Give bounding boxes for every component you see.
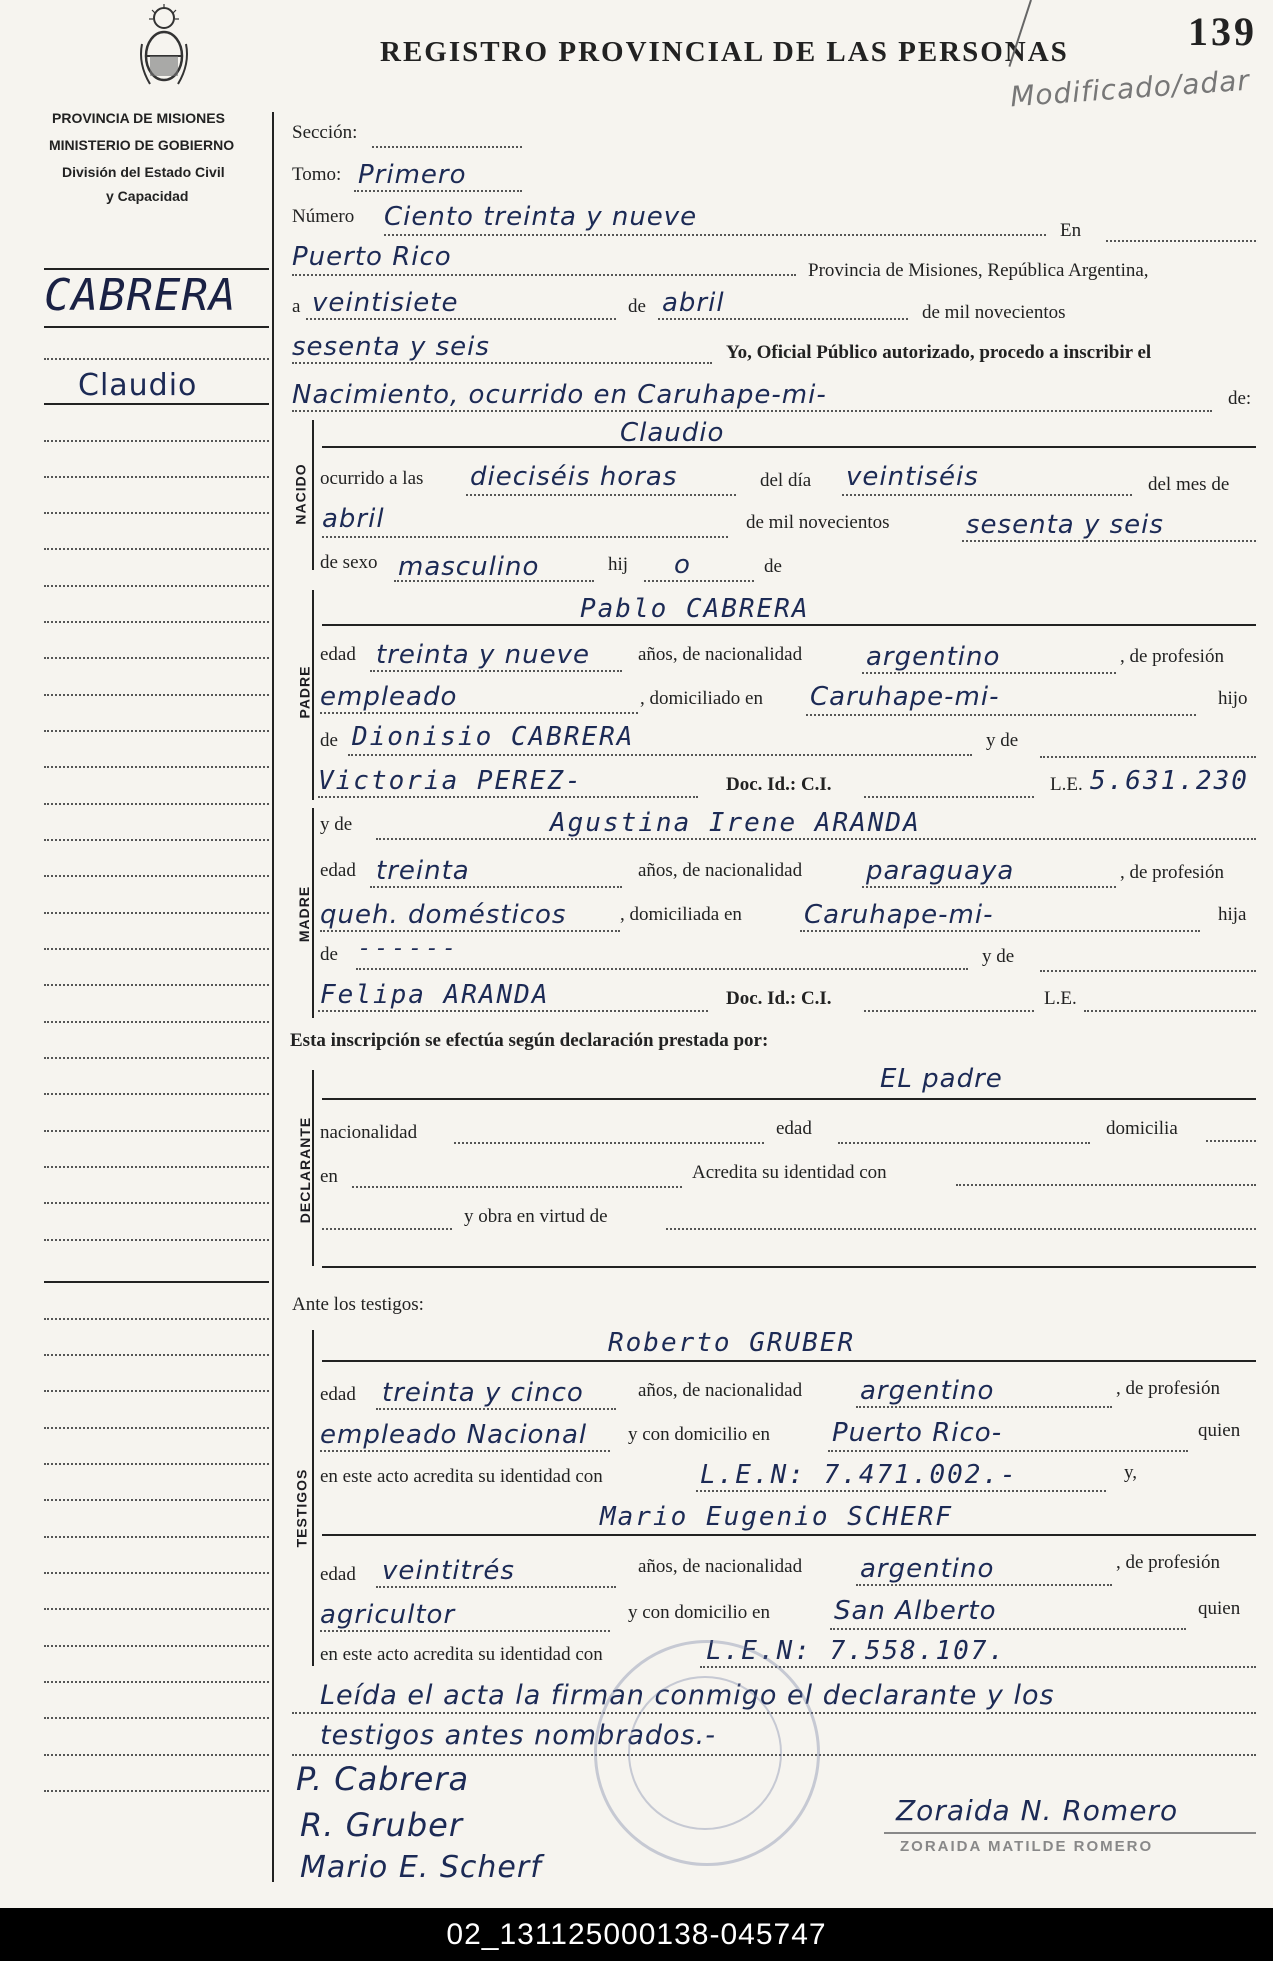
mes-inscripcion: abril [662, 288, 725, 318]
padre-madre: Victoria PEREZ- [318, 766, 583, 796]
nacido-section-label: NACIDO [292, 463, 309, 525]
de-label: de [628, 296, 646, 317]
madre-padre: - - - - - - [360, 936, 454, 961]
t1-prof-label: , de profesión [1116, 1378, 1220, 1399]
testigo1-edad: treinta y cinco [382, 1378, 584, 1408]
testigo1-domicilio: Puerto Rico- [832, 1418, 1003, 1448]
anio-inscripcion: sesenta y seis [292, 332, 490, 362]
declarante-quien: EL padre [880, 1064, 1003, 1094]
margin-given-name: Claudio [78, 368, 198, 403]
t1-edad-label: edad [320, 1384, 356, 1405]
padre-profesion: empleado [320, 682, 458, 712]
madre-prof-label: , de profesión [1120, 862, 1224, 883]
madre-de-label: de [320, 944, 338, 965]
hij-suffix: o [674, 550, 691, 580]
page-title: REGISTRO PROVINCIAL DE LAS PERSONAS [380, 36, 1069, 68]
madre-section-label: MADRE [296, 885, 313, 943]
hecho-value: Nacimiento, ocurrido en Caruhape-mi- [292, 380, 827, 410]
margin-surname: CABRERA [44, 270, 237, 321]
margin-annotation: Modificado/adar [1009, 63, 1251, 114]
madre-profesion: queh. domésticos [320, 900, 567, 930]
de-mil-label-2: de mil novecientos [746, 512, 890, 533]
testigos-bracket [312, 1330, 314, 1666]
padre-edad: treinta y nueve [376, 640, 590, 670]
hora-value: dieciséis horas [470, 462, 678, 492]
ocurrido-label: ocurrido a las [320, 468, 424, 489]
padre-nacionalidad: argentino [866, 642, 1001, 672]
madre-y-de-label: y de [320, 814, 353, 835]
t2-quien-label: quien [1198, 1598, 1241, 1619]
a-label: a [292, 296, 301, 317]
madre-le-label: L.E. [1044, 988, 1077, 1009]
t1-acredita-label: en este acto acredita su identidad con [320, 1466, 603, 1487]
testigo2-edad: veintitrés [382, 1556, 515, 1586]
mes-nacimiento: abril [322, 504, 385, 534]
firma-declarante: P. Cabrera [296, 1760, 470, 1798]
madre-bracket [312, 808, 314, 1018]
dia-nacimiento: veintiséis [846, 462, 979, 492]
lugar-value: Puerto Rico [292, 242, 452, 272]
madre-edad: treinta [376, 856, 470, 886]
padre-de-label: de [320, 730, 338, 751]
firma-oficial: Zoraida N. Romero [896, 1794, 1179, 1827]
numero-value: Ciento treinta y nueve [384, 202, 698, 232]
t2-acredita-label: en este acto acredita su identidad con [320, 1644, 603, 1665]
coat-of-arms-icon [136, 4, 192, 92]
testigo1-nombre: Roberto GRUBER [608, 1328, 856, 1358]
margin-divider [272, 112, 274, 1882]
madre-edad-label: edad [320, 860, 356, 881]
testigo2-nombre: Mario Eugenio SCHERF [600, 1502, 954, 1532]
padre-section-label: PADRE [296, 665, 313, 719]
madre-doc-label: Doc. Id.: C.I. [726, 988, 832, 1009]
padre-padre: Dionisio CABRERA [352, 722, 635, 752]
del-mes-label: del mes de [1148, 474, 1230, 495]
t1-y-label: y, [1124, 1462, 1138, 1483]
t2-edad-label: edad [320, 1564, 356, 1585]
padre-dom-label: , domiciliado en [640, 688, 763, 709]
t1-quien-label: quien [1198, 1420, 1241, 1441]
nombre-nacido: Claudio [620, 418, 725, 448]
del-dia-label: del día [760, 470, 812, 491]
de-label-2: de [764, 556, 782, 577]
testigos-section-label: TESTIGOS [293, 1468, 310, 1548]
oficial-label: Yo, Oficial Público autorizado, procedo a inscribir el [726, 342, 1152, 363]
dec-obra-label: y obra en virtud de [464, 1206, 608, 1227]
de-colon-label: de: [1228, 388, 1252, 409]
anio-nacimiento: sesenta y seis [966, 510, 1164, 540]
sexo-label: de sexo [320, 552, 378, 573]
testigo1-profesion: empleado Nacional [320, 1420, 588, 1450]
madre-domicilio: Caruhape-mi- [804, 900, 994, 930]
t1-dom-label: y con domicilio en [628, 1424, 770, 1445]
provincia-label: Provincia de Misiones, República Argentina, [808, 260, 1149, 281]
org-line-2: MINISTERIO DE GOBIERNO [49, 137, 235, 153]
dia-inscripcion: veintisiete [312, 288, 459, 318]
firma-testigo-1: R. Gruber [300, 1806, 463, 1844]
testigo1-nacionalidad: argentino [860, 1376, 995, 1406]
madre-nac-label: años, de nacionalidad [638, 860, 803, 881]
padre-hijo-label: hijo [1218, 688, 1248, 709]
testigo1-documento: L.E.N: 7.471.002.- [700, 1460, 1018, 1490]
declaracion-label: Esta inscripción se efectúa según declaración prestada por: [290, 1030, 769, 1051]
seccion-label: Sección: [292, 122, 358, 143]
madre-hija-label: hija [1218, 904, 1247, 925]
testigo2-domicilio: San Alberto [834, 1596, 997, 1626]
madre-y-de-label-2: y de [982, 946, 1015, 967]
nacido-bracket [312, 420, 314, 570]
tomo-value: Primero [358, 160, 467, 190]
tomo-label: Tomo: [292, 164, 342, 185]
padre-domicilio: Caruhape-mi- [810, 682, 1000, 712]
hij-label: hij [608, 554, 629, 575]
t2-prof-label: , de profesión [1116, 1552, 1220, 1573]
madre-nacionalidad: paraguaya [866, 856, 1015, 886]
testigos-intro-label: Ante los testigos: [292, 1294, 424, 1315]
dec-en-label: en [320, 1166, 338, 1187]
footer-id: 02_131125000138-045747 [446, 1918, 827, 1951]
dec-domicilia-label: domicilia [1106, 1118, 1178, 1139]
org-line-1: PROVINCIA DE MISIONES [52, 110, 225, 126]
dec-nacionalidad-label: nacionalidad [320, 1122, 418, 1143]
dec-edad-label: edad [776, 1118, 812, 1139]
sexo-value: masculino [398, 552, 540, 582]
org-line-3: División del Estado Civil [62, 164, 225, 180]
org-line-4: y Capacidad [106, 188, 189, 204]
padre-prof-label: , de profesión [1120, 646, 1224, 667]
firma-testigo-2: Mario E. Scherf [300, 1850, 542, 1885]
footer-id-bar [0, 1908, 1273, 1961]
padre-le-label: L.E. [1050, 774, 1083, 795]
official-seal-inner [628, 1676, 782, 1830]
t1-nac-label: años, de nacionalidad [638, 1380, 803, 1401]
testigo2-nacionalidad: argentino [860, 1554, 995, 1584]
madre-madre: Felipa ARANDA [320, 980, 550, 1010]
madre-dom-label: , domiciliada en [620, 904, 742, 925]
folio-number: 139 [1188, 9, 1257, 54]
en-label: En [1060, 220, 1082, 241]
cierre-linea-1: Leída el acta la firman conmigo el declarante y los [320, 1680, 1055, 1711]
cierre-linea-2: testigos antes nombrados.- [320, 1720, 716, 1751]
t2-dom-label: y con domicilio en [628, 1602, 770, 1623]
padre-doc-label: Doc. Id.: C.I. [726, 774, 832, 795]
testigo2-profesion: agricultor [320, 1600, 456, 1630]
dec-acredita-label: Acredita su identidad con [692, 1162, 887, 1183]
padre-edad-label: edad [320, 644, 356, 665]
sello-oficial-nombre: ZORAIDA MATILDE ROMERO [900, 1838, 1154, 1855]
numero-label: Número [292, 206, 355, 227]
padre-le: 5.631.230 [1090, 766, 1249, 796]
padre-nac-label: años, de nacionalidad [638, 644, 803, 665]
padre-nombre: Pablo CABRERA [580, 594, 810, 624]
padre-y-de-label: y de [986, 730, 1019, 751]
testigo2-documento: L.E.N: 7.558.107. [706, 1636, 1007, 1666]
declarante-section-label: DECLARANTE [297, 1116, 314, 1224]
de-mil-label: de mil novecientos [922, 302, 1066, 323]
t2-nac-label: años, de nacionalidad [638, 1556, 803, 1577]
madre-nombre: Agustina Irene ARANDA [550, 808, 921, 838]
